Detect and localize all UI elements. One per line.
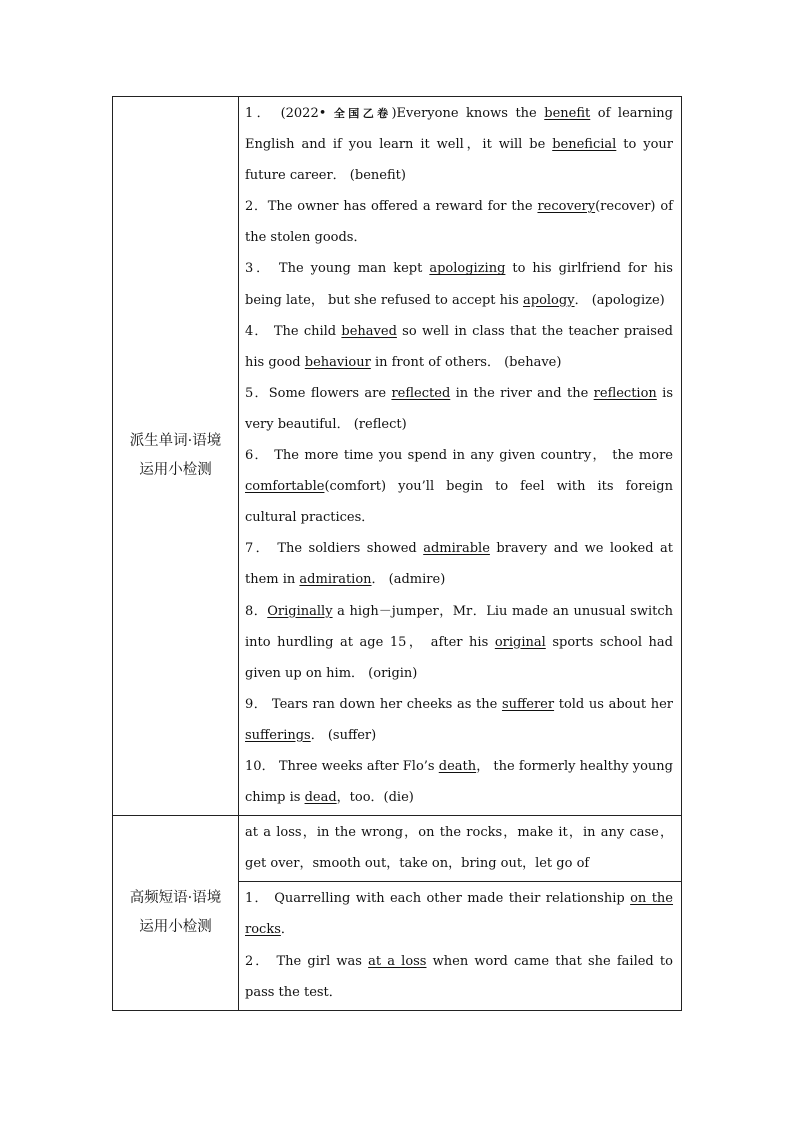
item-text: of learning English and if you learn it well，it will be bbox=[245, 106, 673, 153]
item-text: 5．Some flowers are bbox=[245, 385, 392, 401]
item-text: 4． The child bbox=[245, 323, 342, 339]
item-text: 3． The young man kept bbox=[245, 261, 430, 277]
source-tag: 全国乙卷 bbox=[333, 107, 392, 120]
item-text: in front of others． (behave) bbox=[370, 354, 562, 370]
exercise-item bbox=[245, 191, 673, 253]
exercise-item bbox=[245, 253, 673, 315]
exercise-item bbox=[245, 533, 673, 595]
exercise-item bbox=[245, 751, 673, 813]
exercise-list bbox=[245, 883, 673, 1007]
item-text: is very beautiful． (reflect) bbox=[245, 385, 673, 432]
exercise-item bbox=[245, 98, 673, 191]
answer-blank: recovery bbox=[537, 199, 596, 215]
answer-blank: benefit bbox=[544, 106, 591, 121]
answer-blank: sufferings bbox=[245, 727, 311, 743]
answer-blank: comfortable bbox=[245, 479, 325, 495]
section-label-line-1: 高频短语·语境 bbox=[129, 889, 222, 906]
item-text: ． (apologize) bbox=[574, 292, 665, 308]
item-text: 8． bbox=[245, 603, 268, 619]
section-label-line-1: 派生单词·语境 bbox=[129, 433, 222, 450]
exercise-table bbox=[112, 96, 682, 1011]
answer-blank: death bbox=[438, 758, 477, 774]
item-text: 6． The more time you spend in any given country， the more bbox=[245, 448, 673, 464]
item-text: 9． Tears ran down her cheeks as the bbox=[245, 696, 502, 712]
answer-blank: apology bbox=[523, 292, 575, 308]
section-label bbox=[113, 97, 239, 816]
item-text: ， the formerly healthy young chimp is bbox=[245, 758, 673, 806]
exercise-item bbox=[245, 596, 673, 689]
answer-blank: at a loss bbox=[368, 953, 427, 969]
exercise-item bbox=[245, 440, 673, 533]
exercise-item bbox=[245, 316, 673, 378]
item-text: bravery and we looked at them in bbox=[245, 541, 673, 588]
answer-blank: admiration bbox=[299, 572, 372, 588]
item-text: sports school had given up on him． (origin) bbox=[245, 634, 673, 681]
item-text: in the river and the bbox=[450, 385, 594, 401]
item-text: so well in class that the teacher praised his good bbox=[245, 323, 673, 370]
exercise-list bbox=[245, 98, 673, 813]
item-text: 1． Quarrelling with each other made their relationship bbox=[245, 891, 631, 907]
section-label-line-2: 运用小检测 bbox=[139, 462, 212, 479]
section-derived-words bbox=[113, 97, 682, 816]
answer-blank: Originally bbox=[267, 603, 333, 619]
exercise-item bbox=[245, 689, 673, 751]
item-text: 7． The soldiers showed bbox=[245, 541, 424, 557]
item-text: a high－jumper，Mr．Liu made an unusual switch into hurdling at age 15， after his bbox=[245, 603, 673, 650]
answer-blank: sufferer bbox=[501, 696, 555, 712]
item-text: when word came that she failed to pass the test． bbox=[245, 953, 673, 1000]
item-text: 2． The girl was bbox=[245, 953, 369, 969]
answer-blank: beneficial bbox=[552, 137, 617, 153]
section-label bbox=[113, 816, 239, 1011]
phrase-bank-text: at a loss，in the wrong，on the rocks，make it，in any case，get over，smooth out，take on，bring out，let go of bbox=[245, 825, 673, 872]
answer-blank: behaved bbox=[341, 323, 397, 339]
answer-blank: on the rocks bbox=[245, 891, 674, 938]
item-text: to his girlfriend for his being late， but she refused to accept his bbox=[245, 261, 673, 308]
answer-blank: reflected bbox=[391, 385, 451, 401]
item-text: 10． Three weeks after Flo’s bbox=[245, 758, 439, 774]
section-content bbox=[239, 97, 682, 816]
item-text: ，too．(die) bbox=[336, 790, 414, 806]
item-text: )Everyone knows the bbox=[391, 106, 545, 121]
item-text: to your future career． (benefit) bbox=[245, 137, 673, 184]
item-text: 2．The owner has offered a reward for the bbox=[245, 199, 538, 215]
exercise-item bbox=[245, 946, 673, 1008]
item-text: ． bbox=[280, 922, 294, 938]
section-label-line-2: 运用小检测 bbox=[139, 918, 212, 935]
item-text: (recover) of the stolen goods． bbox=[245, 199, 673, 246]
section-content bbox=[239, 882, 682, 1010]
item-text: ． (suffer) bbox=[310, 727, 377, 743]
answer-blank: original bbox=[494, 634, 546, 650]
answer-blank: admirable bbox=[423, 541, 490, 557]
item-text: ． (admire) bbox=[371, 572, 446, 588]
section-phrases-list bbox=[113, 816, 682, 882]
exercise-sheet bbox=[112, 96, 682, 1011]
answer-blank: behaviour bbox=[304, 354, 371, 370]
phrase-bank bbox=[239, 816, 682, 882]
answer-blank: apologizing bbox=[429, 261, 506, 277]
exercise-item bbox=[245, 883, 673, 945]
item-text: 1． (2022• bbox=[245, 106, 334, 121]
item-text: (comfort) you’ll begin to feel with its foreign cultural practices． bbox=[245, 479, 673, 526]
answer-blank: reflection bbox=[593, 385, 657, 401]
exercise-item bbox=[245, 378, 673, 440]
item-text: told us about her bbox=[554, 696, 673, 712]
answer-blank: dead bbox=[304, 790, 337, 806]
